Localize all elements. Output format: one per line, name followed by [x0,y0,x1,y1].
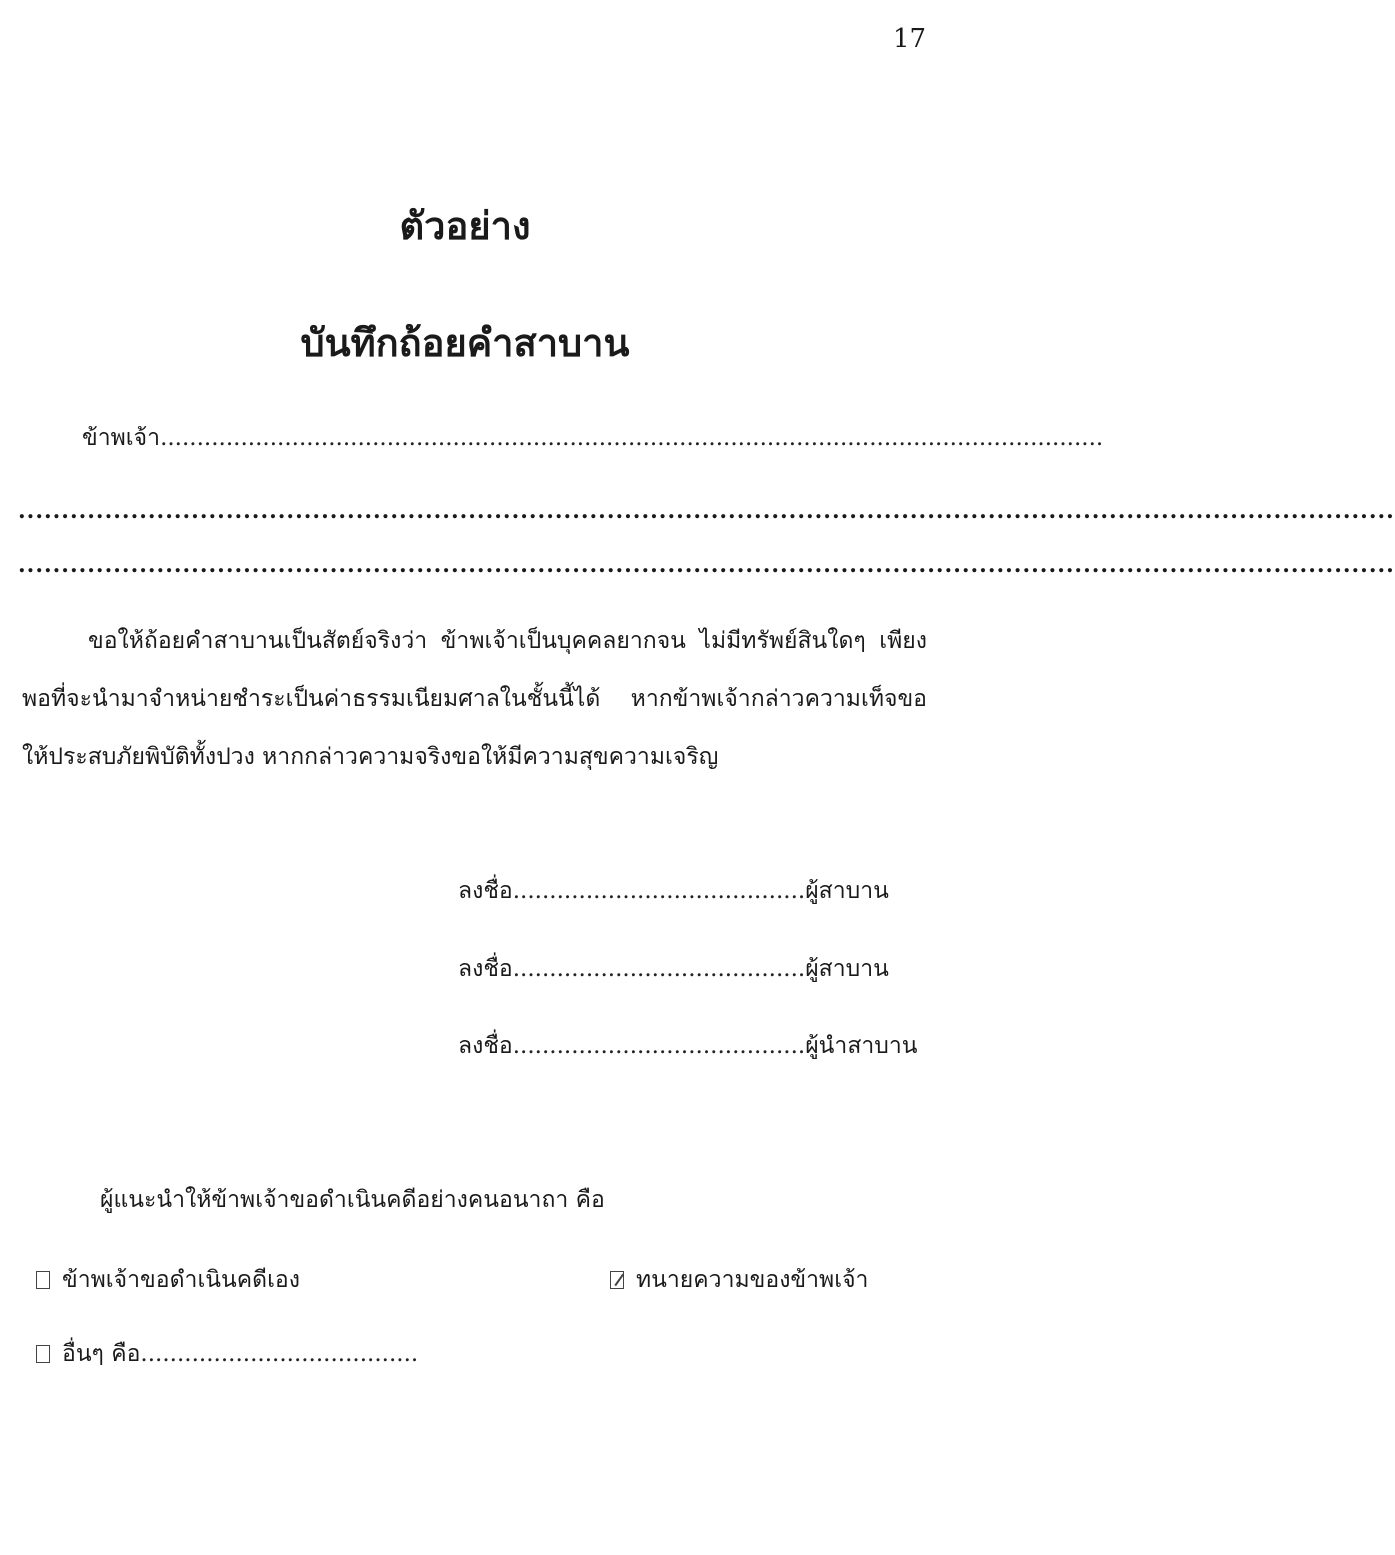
signature-line-1 [458,873,889,909]
option-self-label: ข้าพเจ้าขอดำเนินคดีเอง [62,1267,300,1293]
document-subtitle: บันทึกถ้อยคำสาบาน [300,320,630,365]
advisor-statement: ผู้แนะนำให้ข้าพเจ้าขอดำเนินคดีอย่างคนอนาถา คือ [100,1187,605,1213]
signature-label: ลงชื่อ [458,878,513,904]
signature-fill-dots: ........................................ [512,956,806,982]
option-other [36,1336,418,1372]
signature-fill-dots: ........................................ [512,1033,806,1059]
declarant-fill-dots: ................................................................................................................................. [160,425,1104,451]
signature-fill-dots: ........................................ [512,878,806,904]
oath-paragraph-text: ขอให้ถ้อยคำสาบานเป็นสัตย์จริงว่า ข้าพเจ้าเป็นบุคคลยากจน ไม่มีทรัพย์สินใดๆ เพียงพอที่จะนำมาจำหน่ายชำระเป็นค่าธรรมเนียมศาลในชั้นนี้ได้ หากข้าพเจ้ากล่าวความเท็จขอให้ประสบภัยพิบัติทั้งปวง หากกล่าวความจริงขอให้มีความสุขความเจริญ [22,628,927,770]
signature-role: ผู้นำสาบาน [805,1033,918,1059]
option-other-label: อื่นๆ คือ [62,1341,141,1367]
signature-role: ผู้สาบาน [805,878,889,904]
blank-line-1: ............................................................................................................................................................... [18,498,1395,524]
signature-label: ลงชื่อ [458,956,513,982]
checkbox-self[interactable] [36,1271,50,1289]
signature-label: ลงชื่อ [458,1033,513,1059]
blank-line-2: ............................................................................................................................................................... [18,552,1395,578]
option-lawyer-label: ทนายความของข้าพเจ้า [636,1267,869,1293]
signature-role: ผู้สาบาน [805,956,889,982]
checkbox-other[interactable] [36,1345,50,1363]
option-self [36,1262,300,1298]
oath-paragraph [22,612,927,786]
declarant-label: ข้าพเจ้า [82,425,161,451]
option-lawyer [610,1262,868,1298]
page-number: 17 [893,24,927,54]
checkbox-lawyer[interactable] [610,1271,624,1289]
document-title: ตัวอย่าง [399,203,531,248]
signature-line-3 [458,1028,918,1064]
declarant-line [82,420,1103,456]
signature-line-2 [458,951,889,987]
option-other-fill-dots: ...................................... [140,1341,419,1367]
